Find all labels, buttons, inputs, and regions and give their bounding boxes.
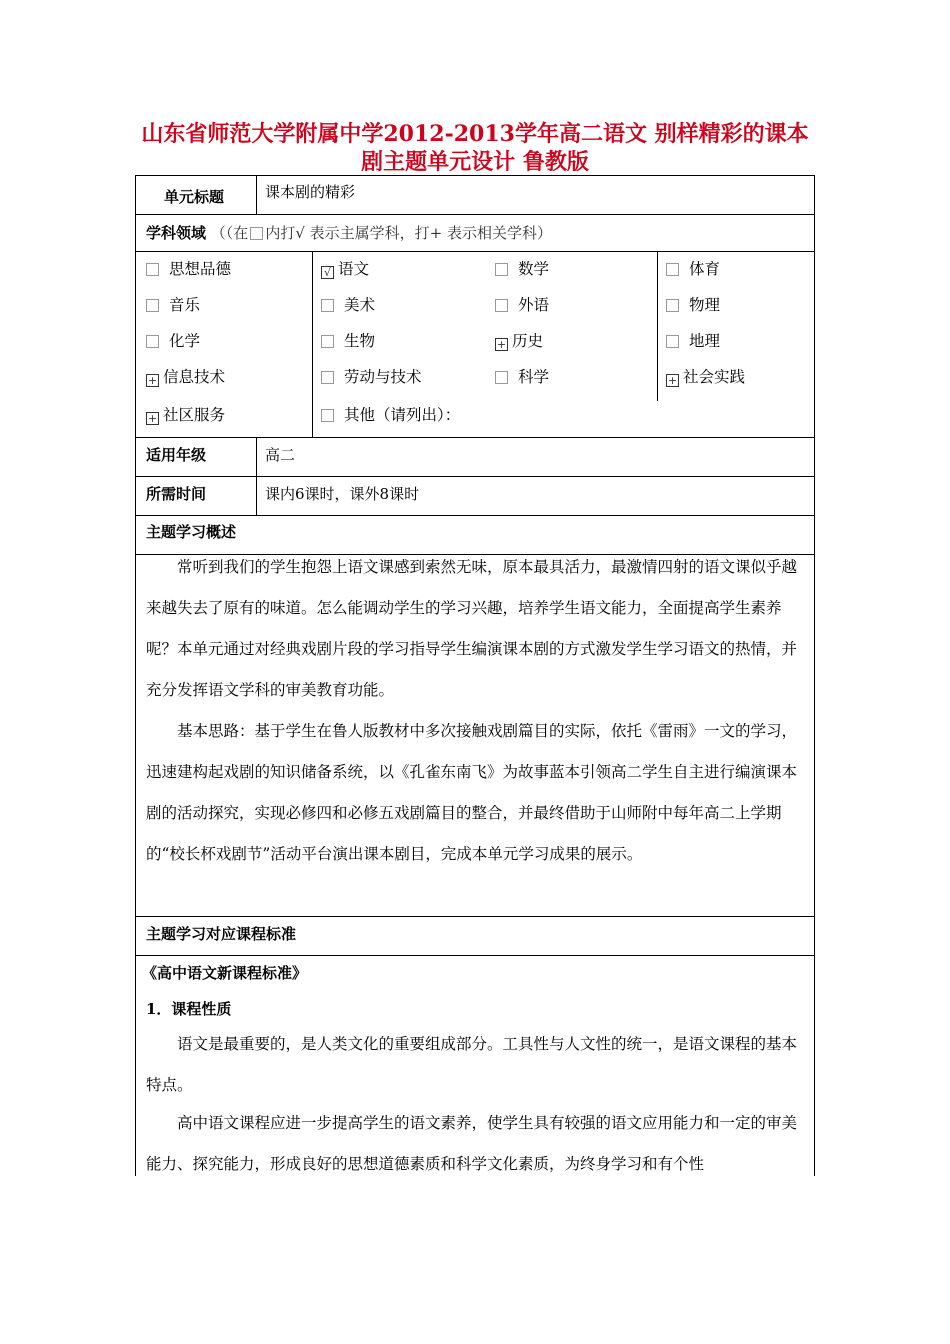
subject-item[interactable]: + 信息技术 (147, 368, 226, 387)
standard-paragraph-2: 高中语文课程应进一步提高学生的语文素养，使学生具有较强的语文应用能力和一定的审美能力、探究能力，形成良好的思想道德素质和科学文化素质，为终身学习和有个性 (146, 1114, 798, 1173)
checkbox-icon (666, 335, 679, 348)
checkbox-icon (495, 263, 508, 276)
title-line-2: 剧主题单元设计 鲁教版 (361, 149, 589, 175)
row-unit-title (136, 176, 814, 215)
row-subjects (136, 252, 814, 438)
checkbox-icon (321, 371, 334, 384)
plus-checkbox-icon: + (147, 374, 158, 387)
subjects-col-4 (657, 252, 814, 401)
grade-value: 高二 (265, 446, 296, 464)
row-time (136, 477, 814, 516)
checkbox-icon (495, 299, 508, 312)
subject-item[interactable]: 劳动与技术 (321, 365, 422, 387)
checkbox-icon (495, 371, 508, 384)
unit-title-value: 课本剧的精彩 (265, 183, 356, 201)
subject-area-note-prefix: （（在 (210, 224, 249, 242)
row-grade (136, 438, 814, 477)
subject-area-label: 学科领域 (146, 224, 207, 242)
subject-item[interactable]: 生物 (321, 329, 375, 351)
overview-heading: 主题学习概述 (146, 523, 237, 541)
checkbox-icon (250, 227, 263, 240)
checkbox-icon (146, 335, 159, 348)
standard-section-title: 1．课程性质 (146, 1000, 232, 1018)
checkbox-icon (666, 263, 679, 276)
unit-design-table (135, 175, 815, 1176)
plus-checkbox-icon: + (147, 412, 158, 425)
checkbox-icon (146, 299, 159, 312)
title-line-1: 山东省师范大学附属中学2012-2013学年高二语文 别样精彩的课本 (141, 121, 809, 147)
subject-item[interactable]: + 社会实践 (667, 368, 746, 387)
subject-item[interactable]: 化学 (146, 329, 200, 351)
time-label: 所需时间 (146, 485, 207, 503)
subject-item[interactable]: + 社区服务 (147, 406, 226, 425)
plus-checkbox-icon: + (496, 338, 507, 351)
subject-item[interactable]: 外语 (495, 293, 549, 315)
unit-title-label: 单元标题 (164, 188, 225, 206)
checkbox-icon (666, 299, 679, 312)
checkbox-icon (321, 299, 334, 312)
overview-paragraph-1: 常听到我们的学生抱怨上语文课感到索然无味，原本最具活力，最激情四射的语文课似乎越来越失去了原有的味道。怎么能调动学生的学习兴趣，培养学生语文能力，全面提高学生素养呢？本单元通过对经典戏剧片段的学习指导学生编演课本剧的方式激发学生学习语文的热情，并充分发挥语文学科的审美教育功能。 (146, 558, 798, 699)
checkbox-icon (146, 263, 159, 276)
subject-item[interactable]: 地理 (666, 329, 720, 351)
standard-heading: 主题学习对应课程标准 (146, 925, 297, 943)
subject-item[interactable]: 其他（请列出）： (321, 403, 460, 425)
row-overview-body (136, 555, 814, 917)
subject-item[interactable]: 音乐 (146, 293, 200, 315)
standard-paragraph-1: 语文是最重要的，是人类文化的重要组成部分。工具性与人文性的统一，是语文课程的基本特点。 (146, 1035, 798, 1094)
row-subject-area (136, 215, 814, 252)
overview-paragraph-2: 基本思路：基于学生在鲁人版教材中多次接触戏剧篇目的实际，依托《雷雨》一文的学习，迅速建构起戏剧的知识储备系统，以《孔雀东南飞》为故事蓝本引领高二学生自主进行编演课本剧的活动探究，实现必修四和必修五戏剧篇目的整合，并最终借助于山师附中每年高二上学期的“校长杯戏剧节”活动平台演出课本剧目，完成本单元学习成果的展示。 (146, 722, 798, 863)
subject-item[interactable]: 科学 (495, 365, 549, 387)
check-checkbox-icon: √ (321, 266, 334, 279)
document-title (130, 120, 820, 176)
checkbox-icon (321, 335, 334, 348)
grade-label: 适用年级 (146, 446, 207, 464)
subject-item[interactable]: 体育 (666, 257, 720, 279)
row-standard-body (136, 956, 814, 1177)
subject-item[interactable]: 美术 (321, 293, 375, 315)
plus-checkbox-icon: + (667, 374, 678, 387)
subject-item[interactable]: 数学 (495, 257, 549, 279)
subjects-col-2 (312, 252, 487, 437)
subject-item[interactable]: 物理 (666, 293, 720, 315)
subject-item[interactable]: + 历史 (496, 332, 544, 351)
standard-book-title: 《高中语文新课程标准》 (142, 964, 308, 982)
time-value: 课内6课时，课外8课时 (265, 485, 420, 503)
subject-item[interactable]: 思想品德 (146, 257, 231, 279)
row-standard-heading (136, 917, 814, 956)
subject-item[interactable]: √ 语文 (321, 257, 369, 279)
subject-area-note-suffix: 内打√ 表示主属学科，打+ 表示相关学科） (265, 224, 552, 242)
subjects-col-1 (136, 252, 312, 437)
checkbox-icon (321, 409, 334, 422)
subjects-col-3 (487, 252, 657, 401)
